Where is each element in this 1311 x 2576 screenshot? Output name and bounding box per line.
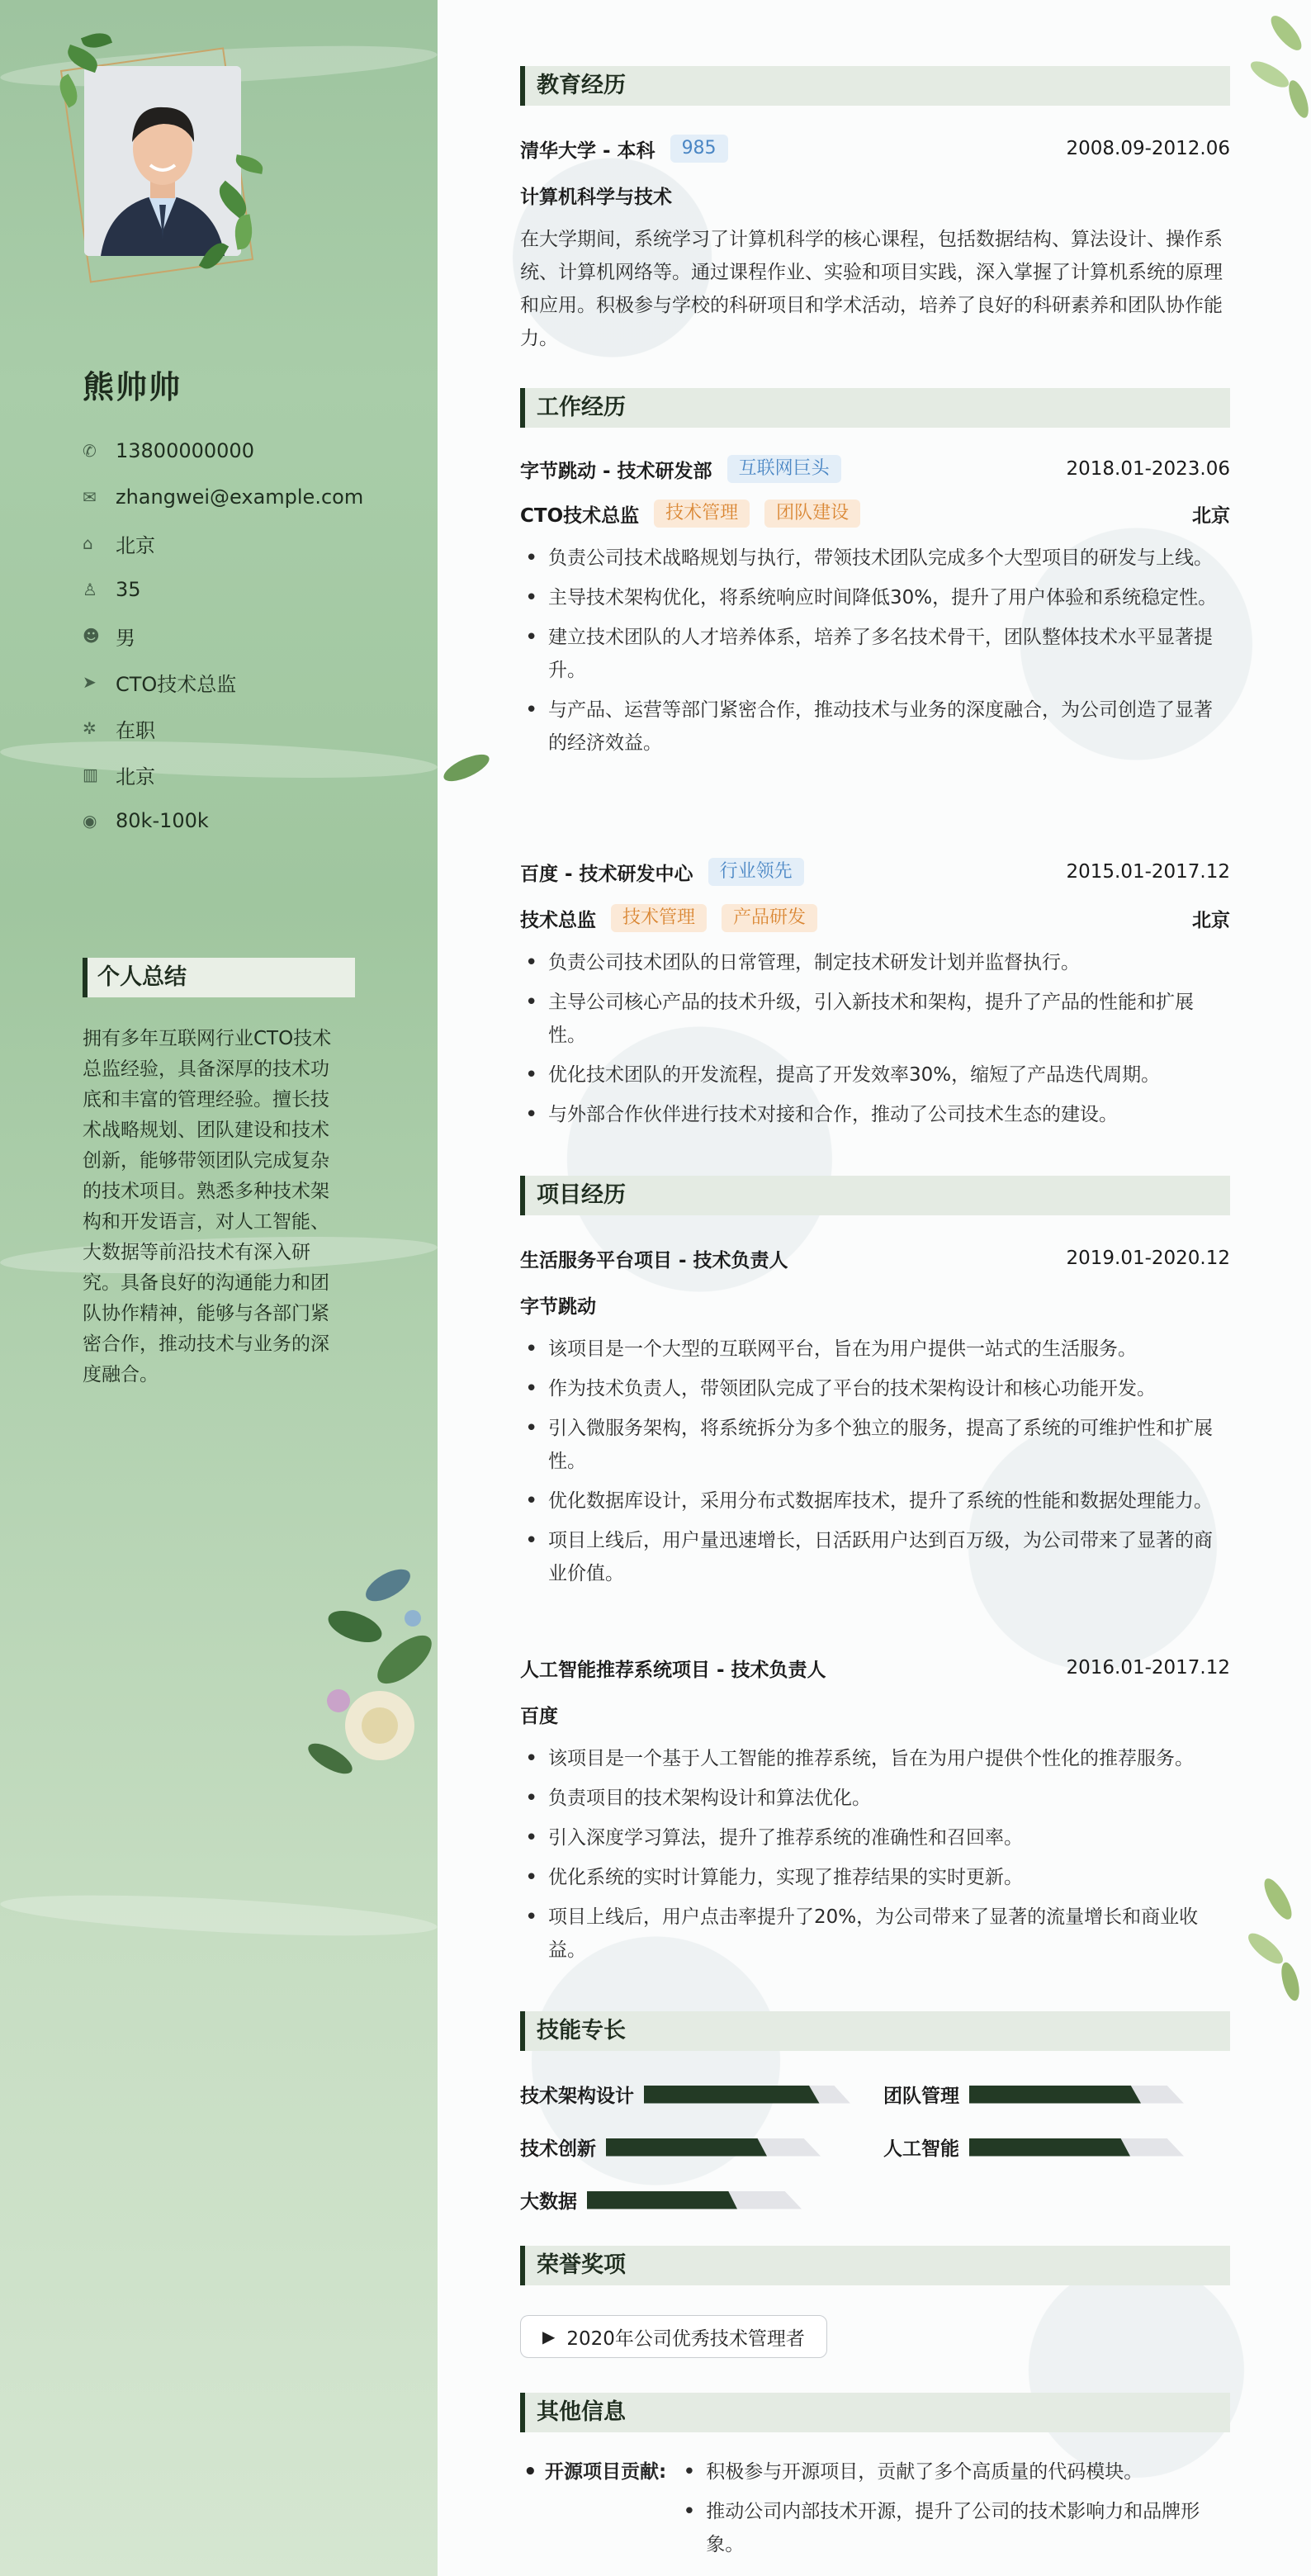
leaf-corner-decoration [1220,0,1311,132]
company-name: 字节跳动 - 技术研发部 [520,460,712,482]
gender-value: 男 [116,626,135,650]
leaf-decoration [438,743,495,793]
job-role: 技术总监 [520,909,596,931]
profile-photo-frame [50,33,264,305]
project-bullets [520,1742,1230,1973]
job-header-row [520,452,1230,485]
skill-bar [969,2086,1184,2104]
job-role: CTO技术总监 [520,504,640,527]
list-item: • 负责项目的技术架构设计和算法优化。 [520,1782,1230,1815]
education-description: 在大学期间，系统学习了计算机科学的核心课程，包括数据结构、算法设计、操作系统、计算机网络等。通过课程作业、实验和项目实践，深入掌握了计算机系统的原理和应用。积极参与学校的科研项目和学术活动，培养了良好的科研素养和团队协作能力。 [520,229,1223,349]
job-period: 2015.01-2017.12 [1066,861,1230,883]
other-label: 开源项目贡献: [545,2461,667,2483]
location-value: 北京 [116,533,155,557]
phone-row [83,428,413,474]
skill-bar-fill [606,2138,767,2157]
list-item: • 该项目是一个大型的互联网平台，旨在为用户提供一站式的生活服务。 [520,1333,1230,1366]
status-row [83,705,413,751]
position-row [83,659,413,705]
salary-row [83,798,413,844]
summary-text: 拥有多年互联网行业CTO技术总监经验，具备深厚的技术功底和丰富的管理经验。擅长技术战略规划、团队建设和技术创新，能够带领团队完成复杂的技术项目。熟悉多种技术架构和开发语言，对人工智能、大数据等前沿技术有深入研究。具备良好的沟通能力和团队协作精神，能够与各部门紧密合作，推动技术与业务的深度融合。 [83,1028,332,1385]
company-tag: 行业领先 [708,858,804,886]
project-org-row [520,1698,1230,1731]
project-period: 2016.01-2017.12 [1066,1657,1230,1679]
skill-item [883,2133,1184,2161]
status-value: 在职 [116,718,155,742]
list-item: • 项目上线后，用户点击率提升了20%，为公司带来了显著的流量增长和商业收益。 [520,1901,1230,1967]
portrait-illustration [84,66,241,256]
job-tag: 产品研发 [722,904,817,932]
skill-bar-fill [644,2086,820,2104]
awards-heading: 荣誉奖项 [520,2246,1230,2285]
list-item: • 负责公司技术战略规划与执行，带领技术团队完成多个大型项目的研发与上线。 [520,542,1230,575]
sidebar [0,0,438,2576]
job-tag: 技术管理 [654,500,750,528]
job-role-row [520,497,1230,530]
background-wave [0,1887,438,1944]
job-city: 北京 [1192,504,1230,527]
project-org: 百度 [520,1705,558,1727]
project-period: 2019.01-2020.12 [1066,1248,1230,1269]
company-name: 百度 - 技术研发中心 [520,863,693,885]
list-item: • 引入微服务架构，将系统拆分为多个独立的服务，提高了系统的可维护性和扩展性。 [520,1412,1230,1478]
job-bullets [520,946,1230,1138]
list-item: • 主导技术架构优化，将系统响应时间降低30%，提升了用户体验和系统稳定性。 [520,581,1230,614]
project-org-row [520,1288,1230,1321]
job-city: 北京 [1192,909,1230,931]
phone-icon: ✆ [83,441,97,461]
phone-value: 13800000000 [116,439,254,462]
education-header-row [520,132,1230,165]
contact-info [83,428,413,844]
target-city-row [83,751,413,798]
triangle-icon: ▶ [542,2327,556,2346]
other-label-wrap [520,2455,666,2568]
list-item: • 推动公司内部技术开源，提升了公司的技术影响力和品牌形象。 [678,2495,1223,2561]
position-icon: ➤ [83,672,97,692]
project-org: 字节跳动 [520,1295,596,1318]
award-item[interactable] [520,2315,827,2358]
email-row [83,474,413,520]
avatar [84,66,241,256]
bullet-dot: • [523,2460,537,2484]
age-row [83,566,413,613]
skill-bar [644,2086,850,2104]
home-icon: ⌂ [83,533,93,553]
skill-name: 技术架构设计 [520,2086,634,2107]
other-info [520,2455,1230,2568]
salary-icon: ◉ [83,811,97,831]
gender-icon: ☻ [83,626,100,646]
list-item: • 优化数据库设计，采用分布式数据库技术，提升了系统的性能和数据处理能力。 [520,1485,1230,1518]
salary-value: 80k-100k [116,809,209,832]
skill-bar-fill [969,2086,1141,2104]
list-item: • 优化技术团队的开发流程，提高了开发效率30%，缩短了产品迭代周期。 [520,1058,1230,1091]
project-bullets [520,1333,1230,1597]
skill-name: 大数据 [520,2191,577,2213]
school-tag: 985 [670,135,728,163]
job-tag: 团队建设 [764,500,860,528]
list-item: • 与外部合作伙伴进行技术对接和合作，推动了公司技术生态的建设。 [520,1098,1230,1131]
list-item: • 引入深度学习算法，提升了推荐系统的准确性和召回率。 [520,1821,1230,1854]
target-city-value: 北京 [116,765,155,788]
email-icon: ✉ [83,487,97,507]
project-name: 生活服务平台项目 - 技术负责人 [520,1249,788,1271]
list-item: • 项目上线后，用户量迅速增长，日活跃用户达到百万级，为公司带来了显著的商业价值。 [520,1524,1230,1590]
major: 计算机科学与技术 [520,186,672,208]
list-item: • 建立技术团队的人才培养体系，培养了多名技术骨干，团队整体技术水平显著提升。 [520,621,1230,687]
list-item: • 与产品、运营等部门紧密合作，推动技术与业务的深度融合，为公司创造了显著的经济效益。 [520,694,1230,760]
skill-name: 技术创新 [520,2138,596,2160]
job-bullets [520,542,1230,766]
job-role-row [520,902,1230,935]
skill-bar-fill [587,2191,737,2209]
summary-heading: 个人总结 [83,958,355,997]
skill-name: 人工智能 [883,2138,959,2160]
school-name: 清华大学 - 本科 [520,140,656,162]
skill-item [520,2133,821,2161]
list-item: • 主导公司核心产品的技术升级，引入新技术和架构，提升了产品的性能和扩展性。 [520,986,1230,1052]
other-heading: 其他信息 [520,2393,1230,2432]
company-tag: 互联网巨头 [727,455,841,483]
project-header-row [520,1651,1230,1684]
skill-bar [587,2191,802,2209]
skill-item [883,2081,1184,2108]
major-row [520,178,1230,211]
leaf-decoration [81,29,112,53]
list-item: • 作为技术负责人，带领团队完成了平台的技术架构设计和核心功能开发。 [520,1372,1230,1405]
flower-decoration [289,1536,438,1800]
job-period: 2018.01-2023.06 [1066,458,1230,480]
skills-heading: 技能专长 [520,2011,1230,2051]
skill-item [520,2186,802,2214]
award-text: 2020年公司优秀技术管理者 [566,2327,805,2350]
skill-bar [969,2138,1184,2157]
work-heading: 工作经历 [520,388,1230,428]
project-header-row [520,1242,1230,1275]
skill-item [520,2081,850,2108]
list-item: • 积极参与开源项目，贡献了多个高质量的代码模块。 [678,2455,1223,2488]
skill-bar [606,2138,821,2157]
project-name: 人工智能推荐系统项目 - 技术负责人 [520,1659,826,1681]
location-row [83,520,413,566]
email-value: zhangwei@example.com [116,485,364,509]
projects-heading: 项目经历 [520,1176,1230,1215]
list-item: • 负责公司技术团队的日常管理，制定技术研发计划并监督执行。 [520,946,1230,979]
position-value: CTO技术总监 [116,672,237,696]
age-icon: ♙ [83,580,97,599]
status-icon: ✲ [83,718,97,738]
age-value: 35 [116,578,141,601]
list-item: • 该项目是一个基于人工智能的推荐系统，旨在为用户提供个性化的推荐服务。 [520,1742,1230,1775]
skill-bar-fill [969,2138,1130,2157]
other-bullets [678,2455,1223,2568]
leaf-corner-decoration [1228,1866,1311,2006]
list-item: • 优化系统的实时计算能力，实现了推荐结果的实时更新。 [520,1861,1230,1894]
building-icon: ▥ [83,765,98,784]
gender-row [83,613,413,659]
education-heading: 教育经历 [520,66,1230,106]
job-tag: 技术管理 [611,904,707,932]
job-header-row [520,855,1230,888]
skill-name: 团队管理 [883,2086,959,2107]
education-period: 2008.09-2012.06 [1066,138,1230,159]
person-name: 熊帅帅 [83,369,182,405]
